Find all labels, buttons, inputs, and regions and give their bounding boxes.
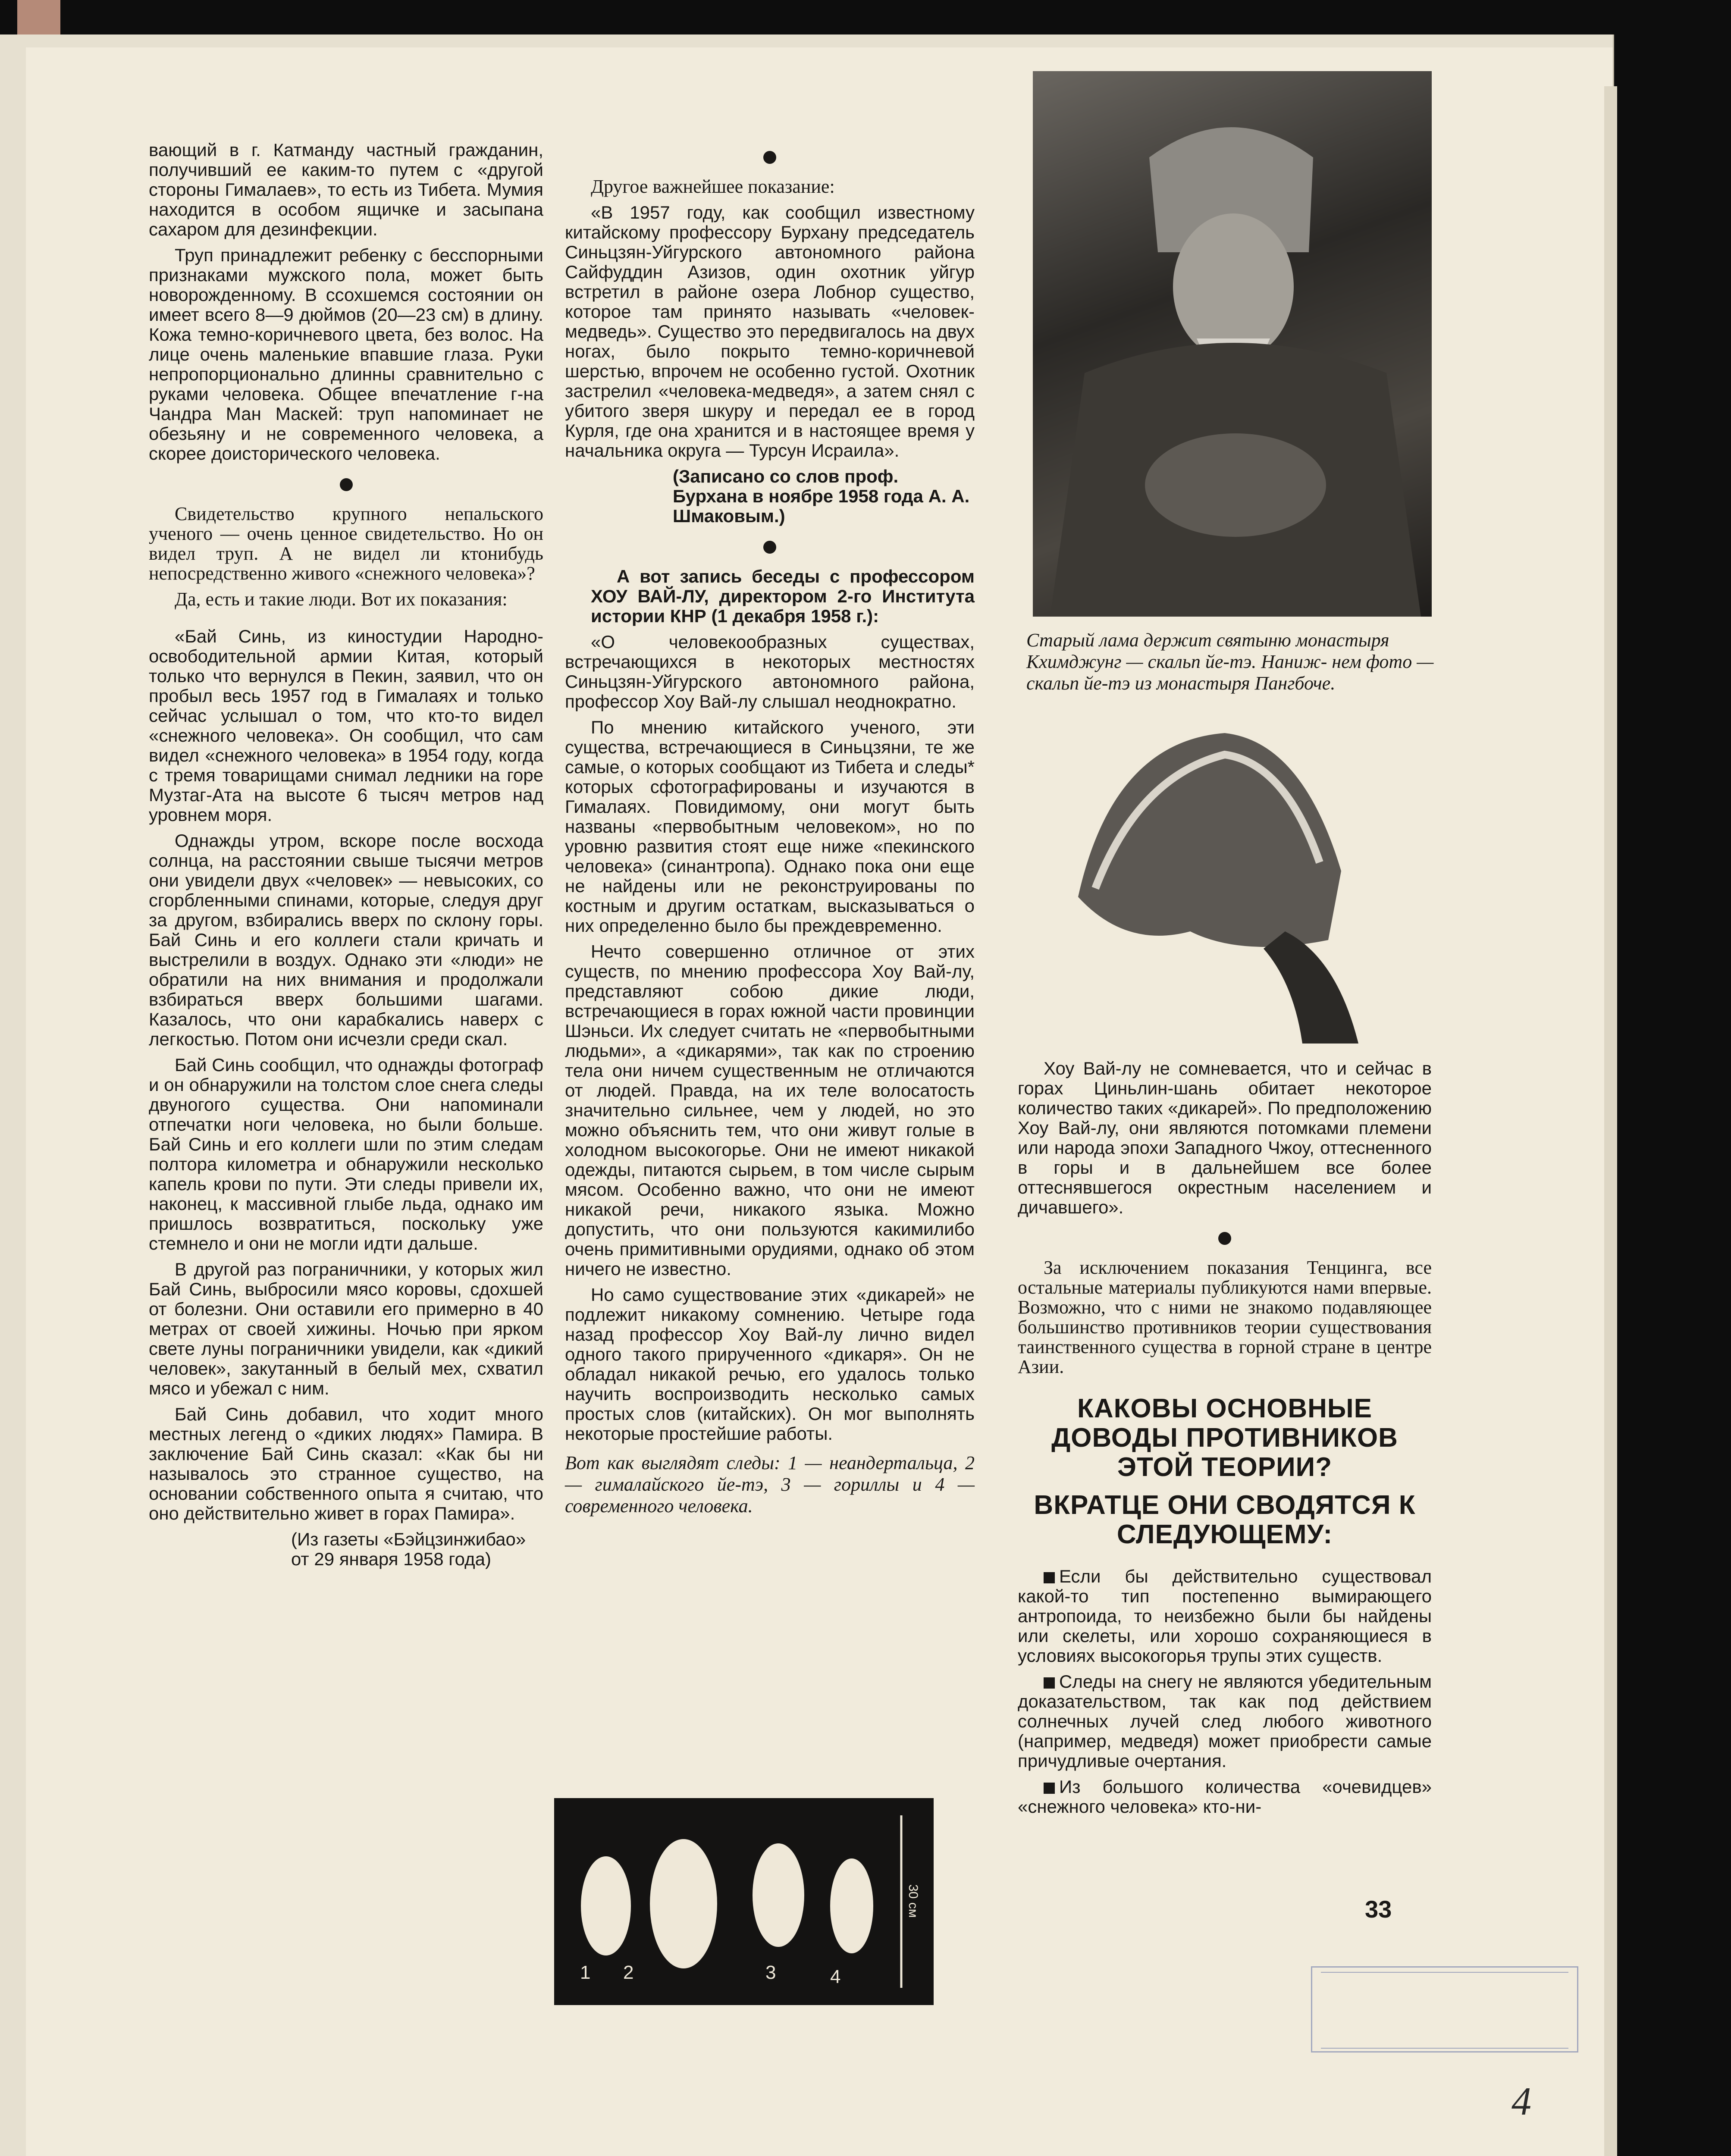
footprint-label-4: 4 [830,1966,841,1987]
column2-para7: Но само существование этих «дикарей» не подлежит никакому сомнению. Четыре года назад профессор Хоу Вай-лу лично видел одного такого прирученного «дикаря». Он не обладал никакой речью, его удалось только научить воспроизводить несколько самых простых слов (китайских). Он мог выполнять некоторые простейшие работы. [565,1285,975,1444]
lama-photo-caption: Старый лама держит святыню монастыря Кхимджунг — скальп йе-тэ. Наниж- нем фото — скальп йе-тэ из монастыря Пангбоче. [1026,630,1434,694]
handwritten-number: 4 [1511,2079,1531,2123]
scale-label: 30 см [906,1884,920,1918]
library-stamp [1311,1966,1578,2053]
footprint-label-3: 3 [765,1962,776,1983]
footprints-figure [554,1798,934,2005]
footprints-drawing [554,1798,934,2005]
page-fold [1604,86,1617,2156]
argument-point-3 [1018,1777,1432,1817]
column2-para5: По мнению китайского ученого, эти существа, встречающиеся в Синьцзяни, те же самые, о которых сообщают из Тибета и следы* которых сфотографированы и изучаются в Гималаях. Повидимому, они могут быть названы «первобытным человеком», но по уровню развития стоят еще ниже «пекинского человека» (синантропа). Однако пока они еще не найдены или не реконструированы по костным и другим остаткам, высказываться о них определенно было бы преждевременно. [565,717,975,936]
footprint-3 [753,1843,804,1947]
section-subheading: ВКРАТЦЕ ОНИ СВОДЯТСЯ К СЛЕДУЮЩЕМУ: [1034,1490,1416,1549]
column2-para2: «В 1957 году, как сообщил известному китайскому профессору Бурхану председатель Синьцзян-Уйгурского автономного района Сайфуддин Азизов, один охотник уйгур встретил в районе озера Лобнор существо, которое там принято называть «человек-медведь». Существо это передвигалось на двух ногах, было покрыто темно-коричневой шерстью, впрочем не особенно густой. Охотник застрелил «человека-медведя», а затем снял с убитого зверя шкуру и передал ее в город Курля, где она хранится и в настоящее время у начальника округа — Турсун Исраила». [565,202,975,461]
column2-para4: «О человекообразных существах, встречающихся в некоторых местностях Синьцзян-Уйгурского автономного района, профессор Хоу Вай-лу слышал неоднократно. [565,632,975,711]
column3-para1: Хоу Вай-лу не сомневается, что и сейчас в горах Циньлин-шань обитает некоторое количество таких «дикарей». По предположению Хоу Вай-лу, они являются потомками племени или народа эпохи Западного Чжоу, оттесненного в горы и в дальнейшем все более оттеснявшегося окрестным населением и дичавшего». [1018,1058,1432,1217]
column3-para2: За исключением показания Тенцинга, все остальные материалы публикуются нами впервые. Возможно, что с ними не знакомо подавляющее большинство противников теории существования таинственного существа в горной стране в центре Азии. [1018,1257,1432,1377]
footprint-label-1: 1 [580,1962,591,1983]
lama-photo-drawing [1033,71,1432,617]
lama-photo [1033,71,1432,617]
column1-para8: В другой раз пограничники, у которых жил Бай Синь, выбросили мясо коровы, сдохшей от болезни. Они оставили его примерно в 40 метрах от своей хижины. Ночью при ярком свете луны пограничники увидели, как «дикий человек», закутанный в белый мех, схватил мясо и убежал с ним. [149,1259,543,1398]
column1-para7: Бай Синь сообщил, что однажды фотограф и он обнаружили на толстом слое снега следы двуногого существа. Они напоминали отпечатки ноги человека, но были больше. Бай Синь и его коллеги шли по этим следам полтора километра и обнаружили несколько капель крови по пути. Эти следы привели их, наконец, к массивной глыбе льда, однако им пришлось возвратиться, поскольку уже стемнело и они не могли идти дальше. [149,1055,543,1253]
argument-point-1-text: Если бы действительно существовал какой-то тип постепенно вымирающего антропоида, то неизбежно были бы найдены или скелеты, или хорошо сохраняющиеся в условиях высокогорья трупы этих существ. [1018,1566,1432,1666]
page-number: 33 [1365,1896,1392,1923]
column-1 [149,140,543,1575]
footprint-1 [581,1856,631,1955]
section-heading: КАКОВЫ ОСНОВНЫЕ ДОВОДЫ ПРОТИВНИКОВ ЭТОЙ ТЕОРИИ? [1051,1394,1398,1482]
column2-para3: А вот запись беседы с профессором ХОУ ВАЙ-ЛУ, директором 2-го Института истории КНР (1 декабря 1958 г.): [591,566,975,626]
argument-point-2 [1018,1672,1432,1771]
column1-para6: Однажды утром, вскоре после восхода солнца, на расстоянии свыше тысячи метров они увидели двух «человек» — невысоких, со сгорбленными спинами, которые, следуя друг за другом, взбирались вверх по склону горы. Бай Синь и его коллеги стали кричать и выстрелили в воздух. Однако эти «люди» не обратили на них внимания и продолжали взбираться вверх большими шагами. Казалось, что они карабкались наверх с легкостью. Потом они исчезли среди скал. [149,830,543,1049]
column2-attribution: (Записано со слов проф. Бурхана в ноябре 1958 года А. А. Шмаковым.) [673,466,970,526]
column1-para3: Свидетельство крупного непальского ученого — очень ценное свидетельство. Но он видел труп. А не видел ли ктонибудь непосредственно живого «снежного человека»? [149,503,543,584]
column1-para4: Да, есть и такие люди. Вот их показания: [175,589,508,610]
footprint-4 [830,1858,873,1953]
section-bullet [1218,1232,1231,1245]
column1-para2: Труп принадлежит ребенку с бесспорными признаками мужского пола, может быть новорожденному. В ссохшемся состоянии он имеет всего 8—9 дюймов (20—23 см) в длину. Кожа темно-коричневого цвета, без волос. На лице очень маленькие впавшие глаза. Руки непропорционально длинны сравнительно с руками человека. Общее впечатление г-на Чандра Ман Маскей: труп напоминает не обезьяну и не современного человека, а скорее доисторического человека. [149,245,543,464]
column1-para9: Бай Синь добавил, что ходит много местных легенд о «диких людях» Памира. В заключение Бай Синь сказал: «Как бы ни называлось это странное существо, на основании собственного опыта я считаю, что оно действительно живет в горах Памира». [149,1404,543,1523]
scalp-photo [1061,716,1371,1048]
argument-point-3-text: Из большого количества «очевидцев» «снежного человека» кто-ни- [1018,1777,1432,1817]
column-2 [565,151,975,1523]
section-bullet [763,541,776,554]
column1-para5: «Бай Синь, из киностудии Народно-освободительной армии Китая, который только что вернулся в Пекин, заявил, что он пробыл весь 1957 год в Гималаях и только сейчас услышал о том, что кто-то видел «снежного человека». Он сообщил, что сам видел «снежного человека» в 1954 году, когда с тремя товарищами снимал ледники на горе Музтаг-Ата на высоте 6 тысяч метров над уровнем моря. [149,626,543,825]
column1-attribution: (Из газеты «Бэйцзинжибао» от 29 января 1958 года) [291,1529,526,1569]
square-bullet-icon [1044,1572,1055,1583]
footprint-2 [650,1839,717,1968]
argument-point-2-text: Следы на снегу не являются убедительным доказательством, так как под действием солнечных лучей след любого животного (например, медведя) может приобрести самые причудливые очертания. [1018,1671,1432,1771]
column-3 [1018,1059,1432,1823]
scalp-photo-drawing [1061,716,1371,1048]
column1-para1: вающий в г. Катманду частный гражданин, получивший ее каким-то путем с «другой стороны Гималаев», то есть из Тибета. Мумия находится в особом ящичке и засыпана сахаром для дезинфекции. [149,140,543,239]
section-bullet [340,478,353,491]
footprint-label-2: 2 [623,1962,634,1983]
square-bullet-icon [1044,1677,1055,1689]
section-bullet [763,151,776,164]
column2-para6: Нечто совершенно отличное от этих существ, по мнению профессора Хоу Вай-лу, представляют собою дикие люди, встречающиеся в горах южной части провинции Шэньси. Их следует считать не «первобытными людьми», а «дикарями», так как по строению тела они ничем существенным не отличаются от людей. Правда, на их теле волосатость значительно сильнее, чем у людей, но это можно объяснить тем, что они живут голые в холодном высокогорье. Они не имеют никакой одежды, питаются сырьем, в том числе сырым мясом. Особенно важно, что они не имеют никакой речи, никакого языка. Можно допустить, что они пользуются какимилибо очень примитивными орудиями, однако об этом ничего не известно. [565,941,975,1279]
square-bullet-icon [1044,1783,1055,1794]
column2-para1: Другое важнейшее показание: [591,176,835,197]
footprints-caption: Вот как выглядят следы: 1 — неандертальца, 2 — гималайского йе-тэ, 3 — гориллы и 4 — современного человека. [565,1452,975,1517]
argument-point-1 [1018,1567,1432,1666]
